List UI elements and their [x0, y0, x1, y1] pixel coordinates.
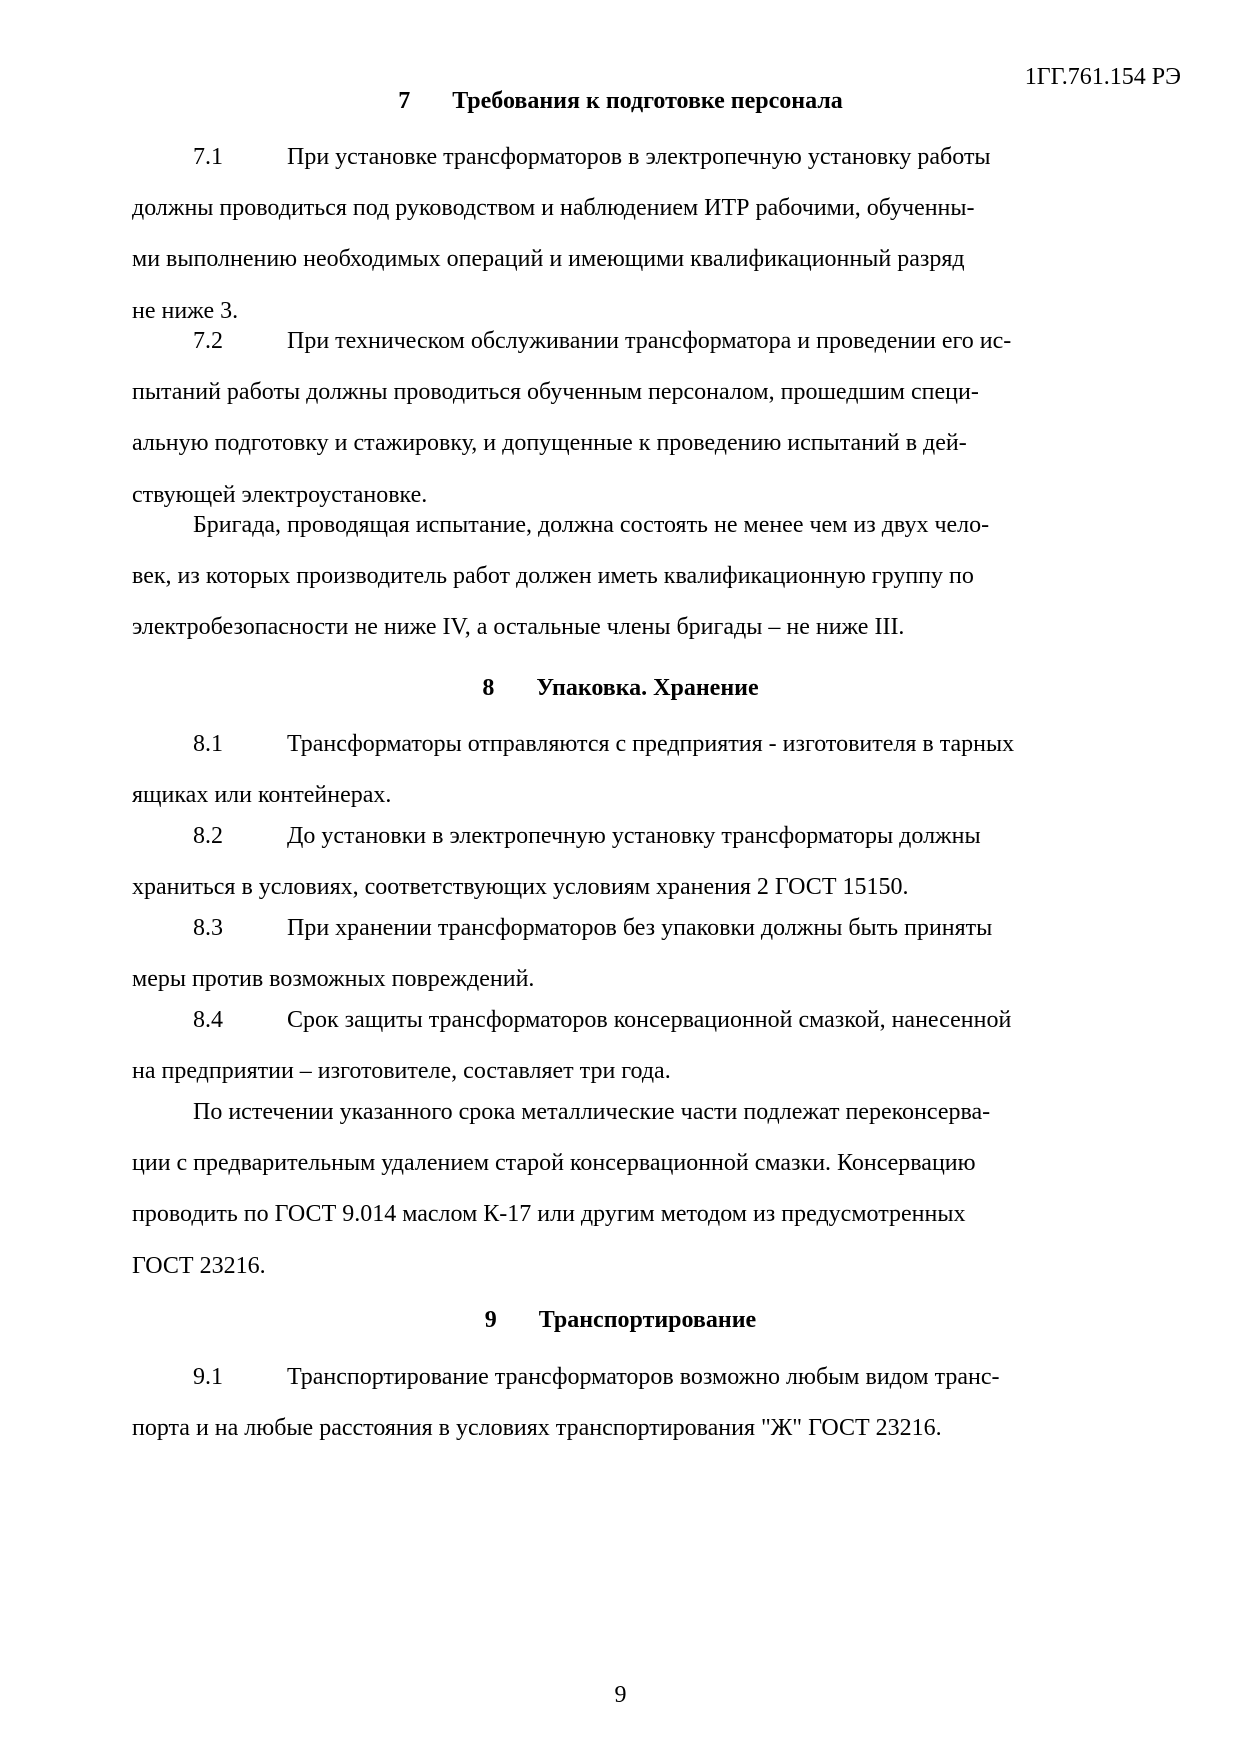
paragraph-line: [132, 1362, 1182, 1413]
paragraph-line: храниться в условиях, соответствующих условиям хранения 2 ГОСТ 15150.: [132, 874, 909, 901]
section-number: 9: [484, 1307, 497, 1333]
line-text: Трансформаторы отправляются с предприятия - изготовителя в тарных: [287, 731, 1015, 757]
paragraph-line: ящиках или контейнерах.: [132, 782, 392, 809]
paragraph-line: век, из которых производитель работ должен иметь квалификационную группу по: [132, 563, 974, 590]
paragraph-7-2: [132, 326, 1182, 531]
paragraph-reconservation: [132, 1097, 1182, 1302]
paragraph-number: 8.2: [193, 823, 223, 849]
paragraph-line: не ниже 3.: [132, 297, 239, 324]
paragraph-8-1: [132, 729, 1182, 831]
page-number: 9: [614, 1682, 627, 1708]
paragraph-9-1: [132, 1362, 1182, 1464]
paragraph-line: Бригада, проводящая испытание, должна состоять не менее чем из двух чело-: [193, 512, 990, 538]
line-text: При хранении трансформаторов без упаковки должны быть приняты: [287, 915, 993, 941]
section-title: Требования к подготовке персонала: [452, 88, 843, 114]
line-text: До установки в электропечную установку трансформаторы должны: [287, 823, 981, 849]
paragraph-8-3: [132, 913, 1182, 1015]
paragraph-number: 8.4: [193, 1007, 223, 1033]
paragraph-7-1: [132, 142, 1182, 347]
paragraph-line: альную подготовку и стажировку, и допущенные к проведению испытаний в дей-: [132, 430, 967, 457]
paragraph-brigade: [132, 510, 1182, 664]
line-text: При установке трансформаторов в электропечную установку работы: [287, 144, 991, 170]
section-number: 7: [398, 88, 411, 114]
paragraph-number: 8.1: [193, 731, 223, 757]
paragraph-8-2: [132, 821, 1182, 923]
paragraph-line: [132, 729, 1182, 780]
paragraph-line: электробезопасности не ниже IV, а остальные члены бригады – не ниже III.: [132, 614, 905, 641]
section-number: 8: [482, 675, 495, 701]
section-8-heading: [0, 673, 1241, 703]
paragraph-number: 8.3: [193, 915, 223, 941]
paragraph-line: [132, 913, 1182, 964]
paragraph-line: [132, 1005, 1182, 1056]
paragraph-line: порта и на любые расстояния в условиях транспортирования "Ж" ГОСТ 23216.: [132, 1415, 942, 1442]
paragraph-number: 7.2: [193, 328, 223, 354]
paragraph-line: ции с предварительным удалением старой консервационной смазки. Консервацию: [132, 1150, 976, 1177]
paragraph-line: [132, 821, 1182, 872]
document-code: 1ГГ.761.154 РЭ: [1024, 64, 1181, 90]
paragraph-line: ствующей электроустановке.: [132, 481, 428, 508]
line-text: При техническом обслуживании трансформатора и проведении его ис-: [287, 328, 1012, 354]
paragraph-line: [132, 326, 1182, 377]
section-title: Транспортирование: [538, 1307, 757, 1333]
paragraph-line: меры против возможных повреждений.: [132, 966, 535, 993]
section-title: Упаковка. Хранение: [536, 675, 759, 701]
paragraph-line: должны проводиться под руководством и наблюдением ИТР рабочими, обученны-: [132, 195, 975, 222]
paragraph-8-4: [132, 1005, 1182, 1107]
paragraph-line: проводить по ГОСТ 9.014 маслом К-17 или другим методом из предусмотренных: [132, 1201, 966, 1228]
paragraph-line: на предприятии – изготовителе, составляет три года.: [132, 1058, 671, 1085]
paragraph-line: По истечении указанного срока металлические части подлежат переконсерва-: [193, 1099, 991, 1125]
section-9-heading: [0, 1305, 1241, 1335]
section-7-heading: [0, 86, 1241, 116]
paragraph-line: [132, 142, 1182, 193]
line-text: Срок защиты трансформаторов консервационной смазкой, нанесенной: [287, 1007, 1012, 1033]
paragraph-line: ГОСТ 23216.: [132, 1252, 266, 1279]
line-text: Транспортирование трансформаторов возможно любым видом транс-: [287, 1364, 1000, 1390]
paragraph-line: ми выполнению необходимых операций и имеющими квалификационный разряд: [132, 246, 965, 273]
paragraph-line: пытаний работы должны проводиться обученным персоналом, прошедшим специ-: [132, 379, 979, 406]
paragraph-number: 9.1: [193, 1364, 223, 1390]
paragraph-number: 7.1: [193, 144, 223, 170]
